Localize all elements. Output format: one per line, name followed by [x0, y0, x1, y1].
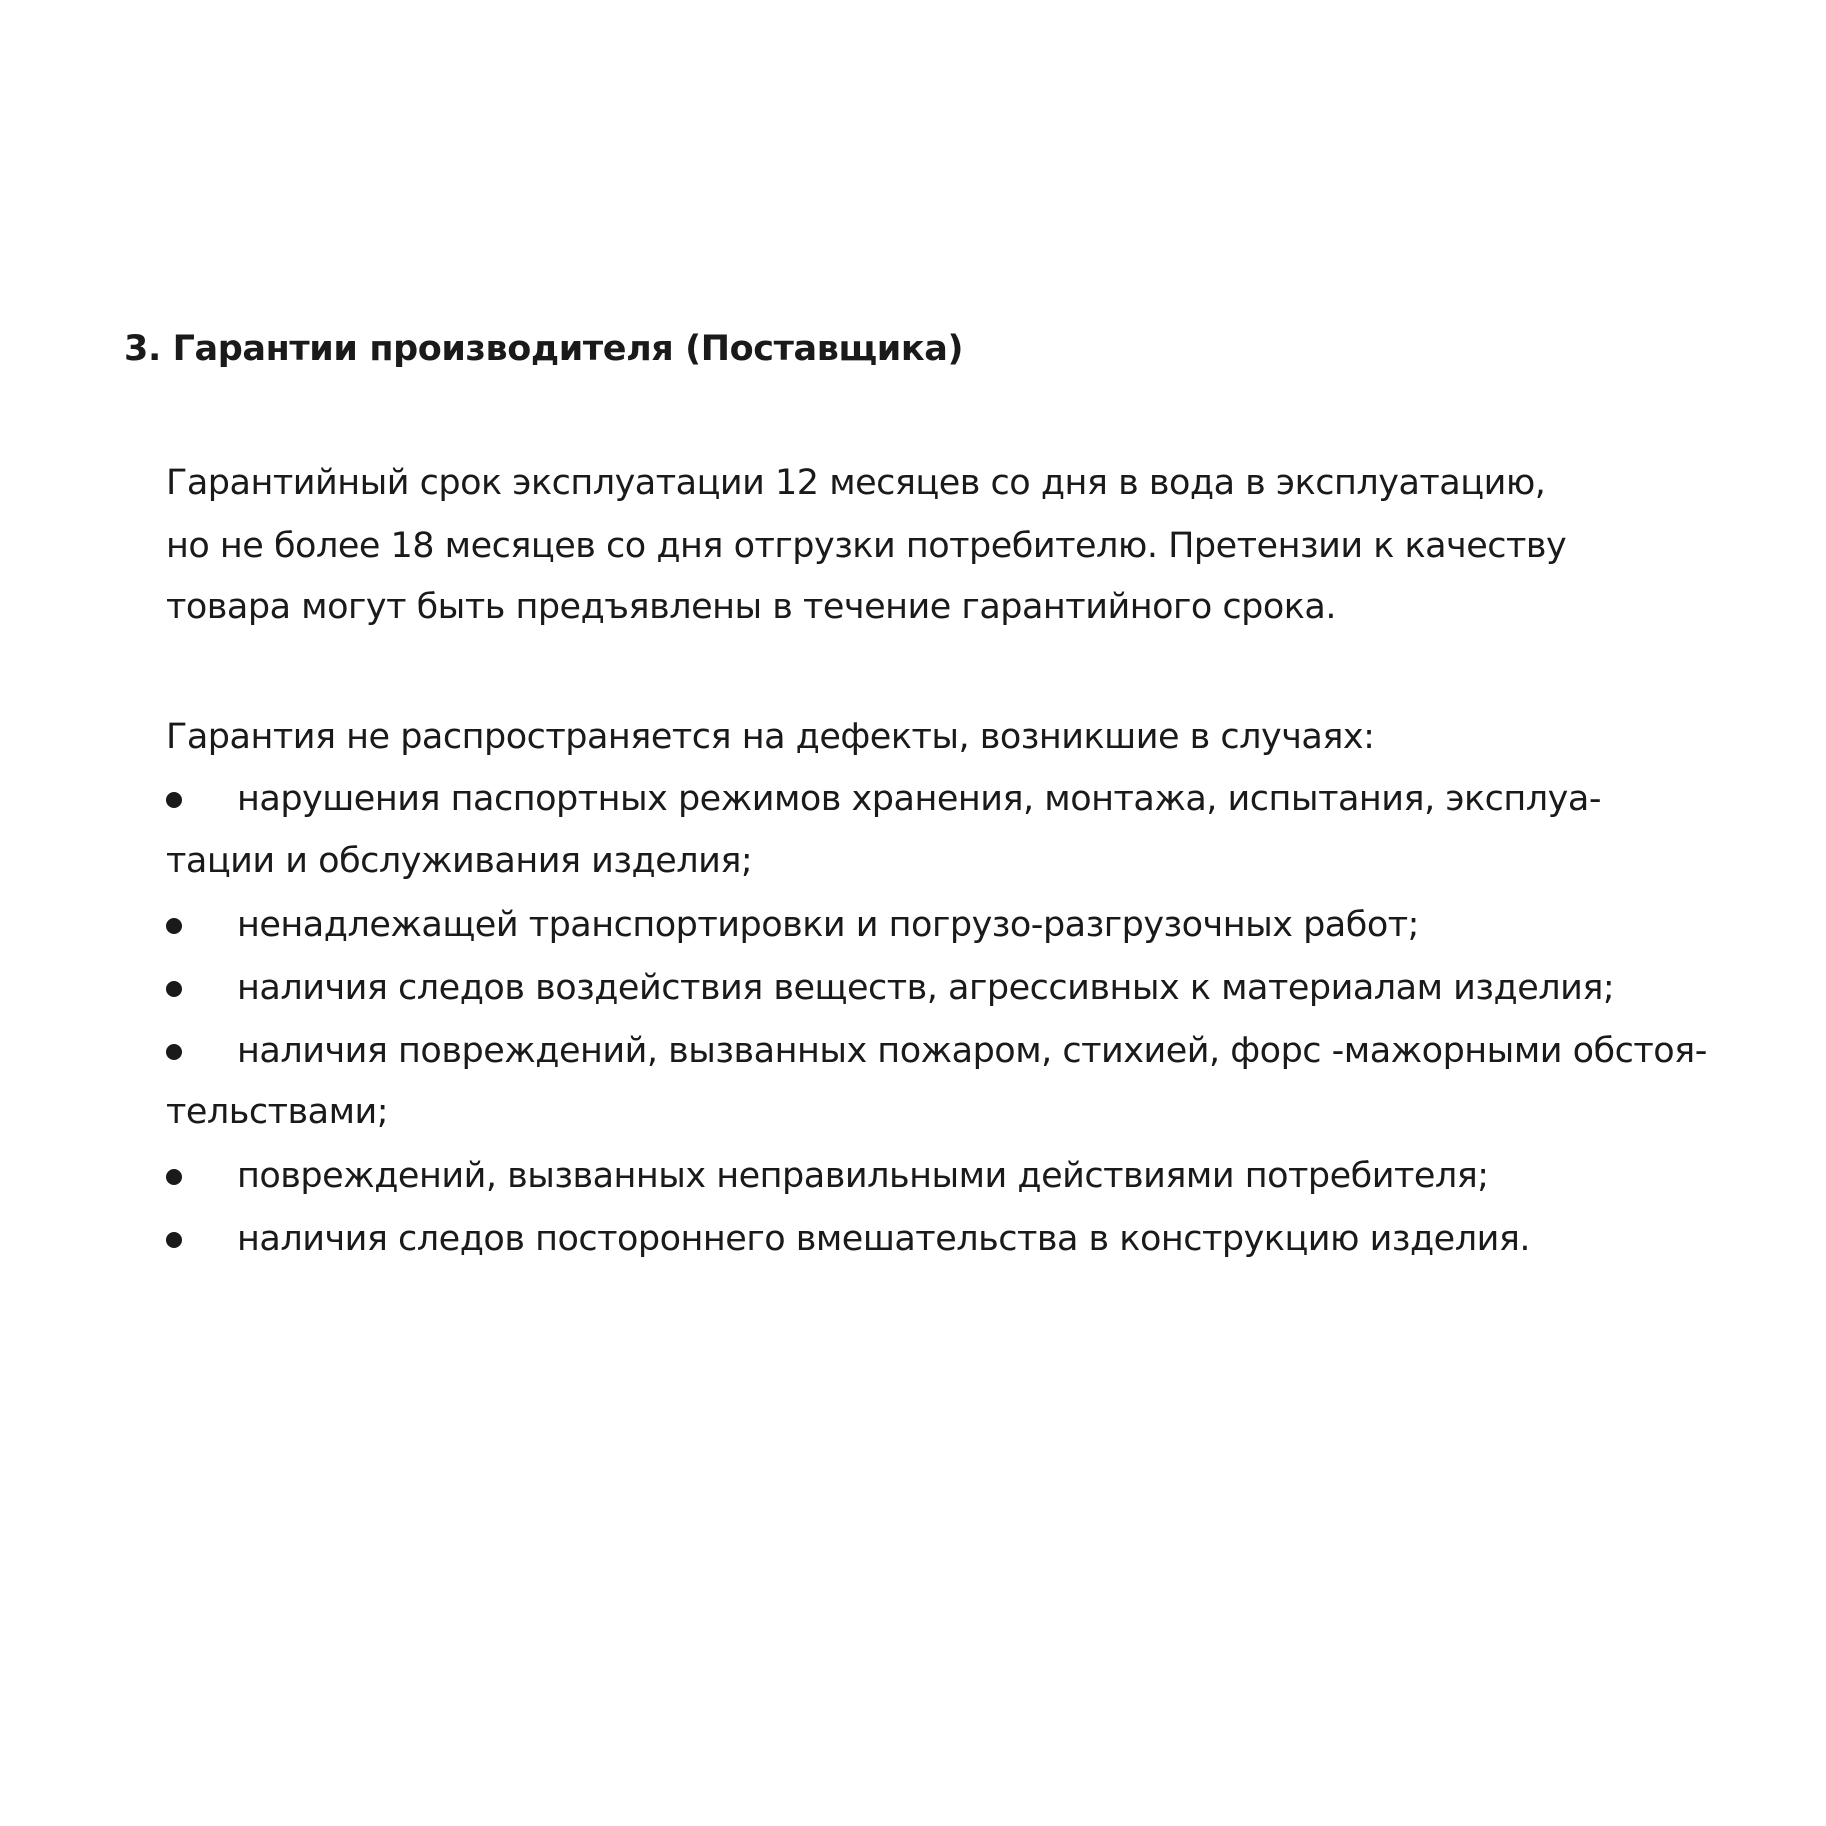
exclusions-intro: Гарантия не распространяется на дефекты, возникшие в случаях: — [166, 717, 1375, 757]
warranty-line-3: товара могут быть предъявлены в течение гарантийного срока. — [166, 587, 1337, 627]
bullet-icon — [166, 981, 182, 997]
exclusion-item-5-line-1: повреждений, вызванных неправильными действиями потребителя; — [237, 1156, 1489, 1196]
exclusion-item-3-line-1: наличия следов воздействия веществ, агрессивных к материалам изделия; — [237, 968, 1615, 1008]
bullet-icon — [166, 792, 182, 808]
exclusion-item-4-line-1: наличия повреждений, вызванных пожаром, стихией, форс -мажорными обстоя- — [237, 1031, 1707, 1071]
section-heading: 3. Гарантии производителя (Поставщика) — [124, 329, 964, 369]
exclusion-item-1-line-2: тации и обслуживания изделия; — [166, 841, 753, 881]
exclusion-item-6-line-1: наличия следов постороннего вмешательства в конструкцию изделия. — [237, 1219, 1530, 1259]
exclusion-item-2-line-1: ненадлежащей транспортировки и погрузо-разгрузочных работ; — [237, 905, 1419, 945]
bullet-icon — [166, 1169, 182, 1185]
bullet-icon — [166, 918, 182, 934]
bullet-icon — [166, 1232, 182, 1248]
warranty-line-2: но не более 18 месяцев со дня отгрузки потребителю. Претензии к качеству — [166, 526, 1567, 566]
bullet-icon — [166, 1044, 182, 1060]
exclusion-item-4-line-2: тельствами; — [166, 1092, 389, 1132]
warranty-line-1: Гарантийный срок эксплуатации 12 месяцев со дня в вода в эксплуатацию, — [166, 463, 1546, 503]
exclusion-item-1-line-1: нарушения паспортных режимов хранения, монтажа, испытания, эксплуа- — [237, 779, 1601, 819]
